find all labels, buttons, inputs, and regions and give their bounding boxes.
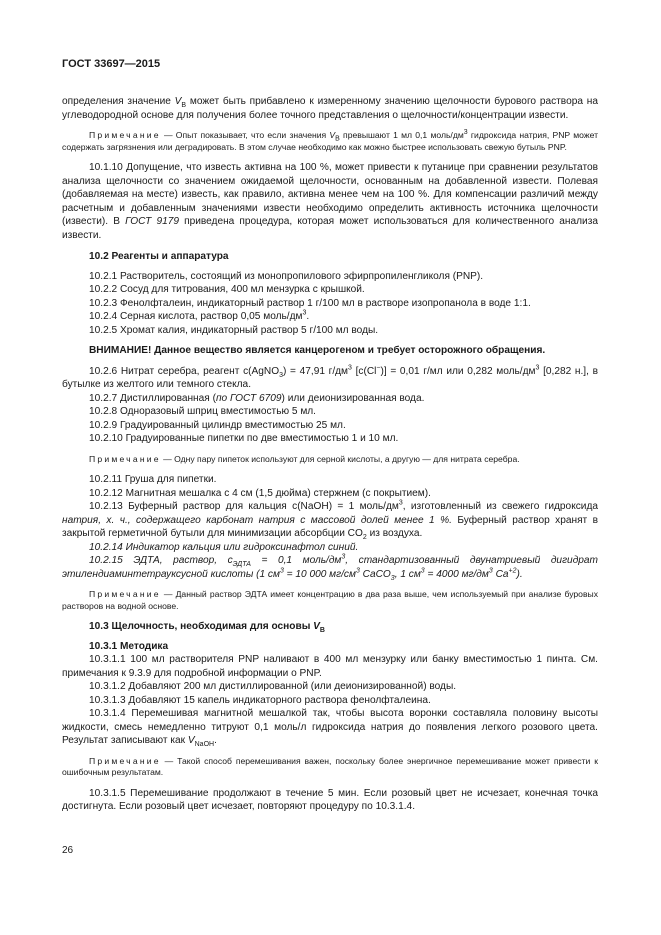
step-10-3-1-5: 10.3.1.5 Перемешивание продолжают в течение 5 мин. Если розовый цвет не исчезает, конечная точка достигнута. Если розовый цвет исчезает, повторяют процедуру по 10.3.1.4. [62, 787, 598, 812]
item-10-2-13: 10.2.13 Буферный раствор для кальция c(NaOH) = 1 моль/$дм^3$, изготовленный из свежего гидроксида натрия, х. ч., содержащего карбонат натрия с массовой долей менее 1 %. Буферный раствор хранят в закрытой герметичной бутыли для минимизации абсорбции $CO_2$ из воздуха. [62, 499, 598, 542]
item-10-2-3: 10.2.3 Фенолфталеин, индикаторный раствор 1 г/100 мл в растворе изопропанола в воде 1:1. [89, 297, 531, 309]
paragraph-intro: определения значение $V_B$ может быть прибавлено к измеренному значению щелочности бурового раствора на углеводородной основе для получения более точного представления о щелочности/концентрации извести. [62, 96, 598, 121]
item-10-2-10: 10.2.10 Градуированные пипетки по две вместимостью 1 и 10 мл. [89, 433, 399, 444]
document-page [62, 58, 598, 814]
item-10-2-9: 10.2.9 Градуированный цилиндр вместимостью 25 мл. [89, 419, 346, 431]
item-10-2-6: 10.2.6 Нитрат серебра, реагент c(AgNO$_3$) = 47,91 $г/дм^3$ [c(Cl−)] = 0,01 г/мл или 0,282 моль/$дм^3$ [0,282 н.], в бутылке из желтого или темного стекла. [62, 364, 598, 390]
section-10-2-heading: 10.2 Реагенты и аппаратура [89, 251, 229, 262]
note-1: Примечание — Опыт показывает, что если значения $V_B$ превышают 1 мл 0,1 моль/$дм^3$ гидроксида натрия, PNP может содержать загрязнения или деградировать. В этом случае необходимо как можно быстрее использовать свежую бутыль PNP. [62, 129, 599, 152]
document-header: ГОСТ 33697—2015 [62, 58, 161, 70]
step-10-3-1-3: 10.3.1.3 Добавляют 15 капель индикаторного раствора фенолфталеина. [89, 694, 431, 706]
page-number: 26 [62, 845, 74, 856]
note-2: Примечание — Одну пару пипеток используют для серной кислоты, а другую — для нитрата серебра. [89, 453, 520, 464]
item-10-2-7: 10.2.7 Дистиллированная (по ГОСТ 6709) или деионизированная вода. [89, 392, 425, 404]
step-10-3-1-4: 10.3.1.4 Перемешивая магнитной мешалкой так, чтобы высота воронки составляла половину высоты жидкости, смесь немедленно титруют 0,1 моль/л гидроксида натрия до появления легкого розового цвета. Результат записывают как $V_{NaOH}$. [62, 708, 598, 749]
section-10-3-heading: 10.3 Щелочность, необходимая для основы $V_B$ [89, 621, 325, 635]
item-10-2-14: 10.2.14 Индикатор кальция или гидроксинафтол синий. [89, 541, 359, 553]
item-10-2-12: 10.2.12 Магнитная мешалка с 4 см (1,5 дюйма) стержнем (с покрытием). [89, 487, 431, 499]
item-10-2-8: 10.2.8 Одноразовый шприц вместимостью 5 мл. [89, 406, 316, 417]
note-4: Примечание — Такой способ перемешивания важен, поскольку более энергичное перемешивание может привести к ошибочным результатам. [62, 755, 598, 777]
item-10-2-2: 10.2.2 Сосуд для титрования, 400 мл мензурка с крышкой. [89, 284, 365, 295]
paragraph-10-1-10: 10.1.10 Допущение, что известь активна на 100 %, может привести к путанице при сравнении результатов анализа щелочности со значением ожидаемой щелочности, основанным на добавленной извести. Полевая (добавляемая на месте) известь, как правило, активна менее чем на 100 %. Для компенсации различий между расчетным и добавленным значениями извести необходимо определить активность источника щелочности (извести). В ГОСТ 9179 приведена процедура, которая может использоваться для количественного анализа извести. [62, 162, 598, 241]
item-10-2-11: 10.2.11 Груша для пипетки. [89, 474, 217, 485]
step-10-3-1-2: 10.3.1.2 Добавляют 200 мл дистиллированной (или деионизированной) воды. [89, 681, 457, 692]
item-10-2-1: 10.2.1 Растворитель, состоящий из монопропилового эфирпропиленгликоля (PNP). [89, 270, 484, 282]
item-10-2-15: 10.2.15 ЭДТА, раствор, $c_{ЭДТА} = 0,1$ моль/$дм^3$, стандартизованный двунатриевый дигидрат этилендиаминтетрауксусной кислоты (1 $см^3 = 10$ 000 $мг/см^3$ CaCO$_3$, 1 $см^3 = 4000$ $мг/дм^3$ $Ca^{+2}$). [62, 553, 598, 582]
note-3: Примечание — Данный раствор ЭДТА имеет концентрацию в два раза выше, чем используемый при анализе буровых растворов на водной основе. [62, 589, 598, 611]
warning-carcinogen: ВНИМАНИЕ! Данное вещество является канцерогеном и требует осторожного обращения. [89, 345, 546, 356]
item-10-2-4: 10.2.4 Серная кислота, раствор 0,05 моль/$дм^3$. [89, 309, 310, 322]
section-10-3-1-heading: 10.3.1 Методика [89, 640, 169, 652]
item-10-2-5: 10.2.5 Хромат калия, индикаторный раствор 5 г/100 мл воды. [89, 324, 379, 336]
step-10-3-1-1: 10.3.1.1 100 мл растворителя PNP наливают в 400 мл мензурку или банку вместимостью 1 пинта. См. примечания к 9.3.9 для подробной информации о PNP. [62, 654, 598, 679]
